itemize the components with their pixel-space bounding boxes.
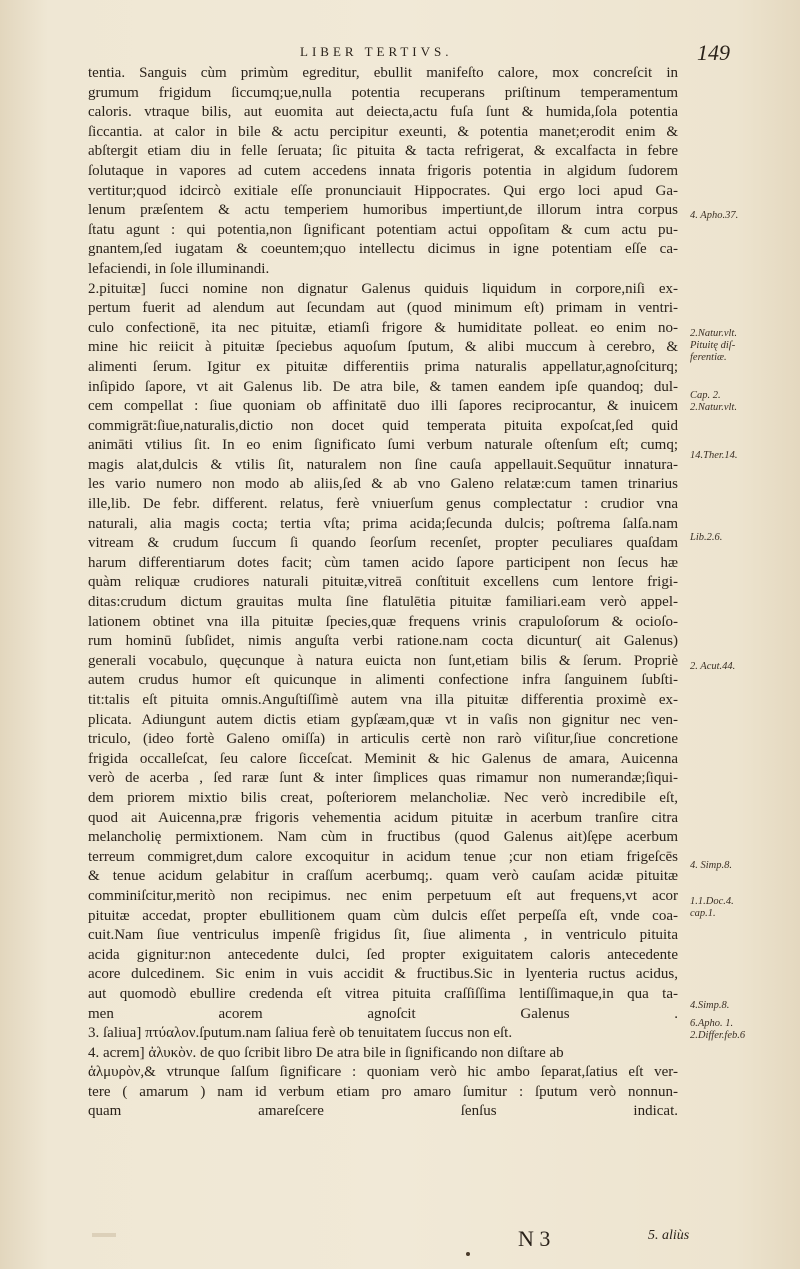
text-line: gnantem,ſed iugatam & coeuntem;quo intellectu dicimus in igne potentiam eſſe ca- <box>88 241 678 258</box>
text-line: rum hominū ſubſidet, nimis anguſta verbi ratione.nam cocta dicuntur( ait Galenus) <box>88 633 678 650</box>
text-line: ſtatu agunt : qui potentia,non ſignificant potentiam actui oppoſitam & cum actu pu- <box>88 221 678 238</box>
margin-note: 4. Apho.37. <box>690 210 739 221</box>
margin-note: 4.Simp.8. <box>690 1000 730 1011</box>
text-line: tere ( amarum ) nam id verbum etiam pro amaro ſumitur : ſputum verò nonnun- <box>88 1083 678 1100</box>
text-line: caloris. vtraque bilis, aut euomita aut deiecta,actu fuſa ſunt & humida,ſola potentia <box>88 104 678 121</box>
margin-note: ferentiæ. <box>690 352 727 363</box>
ink-fleck <box>466 1252 470 1256</box>
running-head: LIBER TERTIVS. <box>300 44 453 59</box>
margin-note: 2.Differ.feb.6 <box>690 1030 746 1041</box>
margin-note: Cap. 2. <box>690 390 721 401</box>
text-line: 4. acrem] ἀλυκὸν. de quo ſcribit libro De atra bile in ſignificando non diſtare ab <box>88 1044 564 1061</box>
text-line: lenum præſentem & actu temperiem humoribus impertiunt,de illorum intra corpus <box>88 202 678 219</box>
text-line: frigida occalleſcat, ſeu calore ſicceſcat. Meminit & hic Galenus de amara, Auicenna <box>88 750 678 767</box>
margin-note: 1.1.Doc.4. <box>690 896 734 907</box>
text-line: verò de acerba , ſed raræ ſunt & inter ſimplices quas rimamur non numerandæ;ſiqui- <box>88 770 678 787</box>
text-line: inſipido ſapore, vt ait Galenus lib. De atra bile, & tamen eandem ipſe quandoq; dul- <box>88 378 678 395</box>
margin-note: 2.Natur.vlt. <box>690 402 737 413</box>
text-line: aut quomodò ebullire credenda eſt vitrea pituita craſſiſſima lentiſſimaque,in qua ta- <box>88 985 678 1002</box>
text-line: ille,lib. De febr. different. relatus, ferè vniuerſum genus complectatur : crudior vna <box>88 496 678 513</box>
text-line: & tenue acidum gelabitur in craſſum acerbumq;. quam verò cauſam acidæ pituitæ <box>88 868 678 885</box>
text-line: ſiccantia. at calor in bile & actu percipitur exeunti, & potentia manet;erodit enim & <box>88 123 678 140</box>
text-line: triculo, (ideo fortè Galeno omiſſa) in articulis certè non rarò viſitur,ſiue concretione <box>88 731 678 748</box>
text-line: plicata. Adiungunt autem dictis etiam gypſæam,quæ vt in vaſis non gignitur nec ven- <box>88 711 678 728</box>
text-line: tentia. Sanguis cùm primùm egreditur, ebullit manifeſto calore, mox concreſcit in <box>88 65 678 81</box>
text-line: ditas:crudum dictum grauitas multa ſine flatulētia pituitæ familiari.eam verò appel- <box>88 594 678 611</box>
text-line: comminiſcitur,meritò non recipimus. nec enim perpetuum eſt aut frequens,vt acor <box>88 887 678 904</box>
margin-note: 2. Acut.44. <box>690 661 736 672</box>
text-line: harum differentiarum dotes facit; cùm tamen acido ſapore participent non ſecus hæ <box>88 554 678 571</box>
text-line: ἁλμυρὸν,& vtrunque ſalſum ſignificare : quoniam verò hic ambo ſeparat,ſatius eſt ver- <box>88 1064 678 1081</box>
text-line: quod ait Auicenna,præ frigoris vehementia acidum pituitæ in acerbum tranſire citra <box>88 809 678 826</box>
text-line: acida gignitur:non antecedente dulci, ſed propter exiguitatem caloris antecedente <box>88 946 678 963</box>
margin-note: 2.Natur.vlt. <box>690 328 737 339</box>
text-line: alimenti ſerum. Igitur ex pituitæ differentiis prima naturalis appellatur,agnoſciturq; <box>88 358 678 375</box>
text-line: quàm reliquæ crudiores naturali pituitæ,vitreā conſtituit excellens cum lentore frigi- <box>88 574 678 591</box>
text-line: lationem obtinet vna illa pituitæ ſpecies,quæ frequens vrinis crapuloſorum & ocioſo- <box>88 613 678 630</box>
text-line: naturali, alia magis cocta; tertia vſta; prima acida;ſecunda dulcis; poſtrema ſalſa.nam <box>88 515 678 532</box>
text-line: vertitur;quod idcircò exitiale eſſe pronunciauit Hippocrates. Qui ergo loci apud Ga- <box>88 182 678 199</box>
text-line: dem priorem mixtio bilis creat, poſteriorem melancholiæ. Nec verò incredibile eſt, <box>88 789 678 806</box>
text-line: pertum fuerit ad alendum aut ſecundam aut (quod minimum eſt) primam in ventri- <box>88 300 678 317</box>
text-line: terreum commigret,dum calore excoquitur in acidum tenue ;cur non etiam frigeſcēs <box>88 848 678 865</box>
text-line: cem compellat : ſiue quoniam ob affinitatē duo illi ſapores reciprocantur, & inuicem <box>88 398 678 415</box>
text-line: melancholię permixtionem. Nam cùm in fructibus (quod Galenus ait)ſępe acerbum <box>88 829 678 846</box>
margin-note: Lib.2.6. <box>690 532 723 543</box>
margin-note: Pituitę diſ- <box>690 340 736 351</box>
text-line: lefaciendi, in ſole illuminandi. <box>88 260 270 277</box>
text-line: men acorem agnoſcit Galenus . <box>88 1005 678 1022</box>
text-line: generali vocabulo, quęcunque à natura euicta non ſunt,etiam bilis & ſerum. Propriè <box>88 652 678 669</box>
text-line: mine hic reiicit à pituitæ ſpeciebus aquoſum ſputum, & alibi muccum à cerebro, & <box>88 339 678 356</box>
text-line: acore dulcedinem. Sic enim in vuis accidit & fructibus.Sic in lyenteria ructus acidus, <box>88 966 678 983</box>
text-line: commigrāt:ſiue,naturalis,dictio non docet quid temperata pituita expoſcat,ſed quid <box>88 417 678 434</box>
folio-number: 149 <box>697 40 730 65</box>
text-line: tit:talis eſt pituita omnis.Anguſtiſſimè autem vna illa pituitæ differentia proximè ex- <box>88 692 678 708</box>
text-line: 2.pituitæ] ſucci nomine non dignatur Galenus quiduis liquidum in corpore,niſi ex- <box>88 280 678 297</box>
text-line: animāti vtilius ſit. In eo enim ſignificato ſumi verbum naturale oſtenſum eſt; cumq; <box>88 437 678 454</box>
body-text <box>88 64 678 1122</box>
margin-note: 14.Ther.14. <box>690 450 738 461</box>
text-line: abſtergit etiam diu in felle ſeruata; ſic pituita & tacta refrigerat, & excalfacta in febre <box>88 143 678 160</box>
margin-note: cap.1. <box>690 908 716 919</box>
text-line: pituitæ accedat, propter ebullitionem quam cùm dulcis eſſet perpeſſa eſt, vnde coa- <box>88 907 678 924</box>
text-line: magis alat,dulcis & vtilis ſit, naturalem non ſine cauſa appellauit.Sequūtur innatura- <box>88 456 678 473</box>
margin-note: 4. Simp.8. <box>690 860 732 871</box>
catchword: 5. aliùs <box>648 1228 690 1243</box>
text-line: ſolutaque in vapores ad cutem accedens innata frigoris potentia in algidum ſudorem <box>88 162 678 179</box>
text-line: autem crudus humor eſt quicunque in alimenti confectione infra ſanguinem ſubſti- <box>88 672 678 689</box>
text-line: quam amareſcere ſenſus indicat. <box>88 1103 678 1120</box>
text-line: 3. ſaliua] πτύαλον.ſputum.nam ſaliua ferè ob tenuitatem ſuccus non eſt. <box>88 1025 513 1042</box>
bleed-through-mark <box>92 1233 116 1237</box>
text-line: cuit.Nam ſiue ventriculus impenſè frigidus ſit, ſiue alimenta , in ventriculo pituita <box>88 927 678 944</box>
text-line: culo confectionē, ita nec pituitæ, etiamſi frigore & humiditate polleat. eo enim no- <box>88 319 678 336</box>
signature-mark: N 3 <box>518 1226 551 1251</box>
text-line: les vario numero non modo ab aliis,ſed & ab vno Galeno relatæ:cum tamen trinarius <box>88 476 678 493</box>
text-line: vitream & crudum ſuccum ſi quando ſeorſum recenſet, propter peculiares quaſdam <box>88 535 678 552</box>
margin-note: 6.Apho. 1. <box>690 1018 734 1029</box>
text-line: grumum frigidum ſiccumq;ue,nulla potentia recuperans priſtinum temperamentum <box>88 84 678 101</box>
